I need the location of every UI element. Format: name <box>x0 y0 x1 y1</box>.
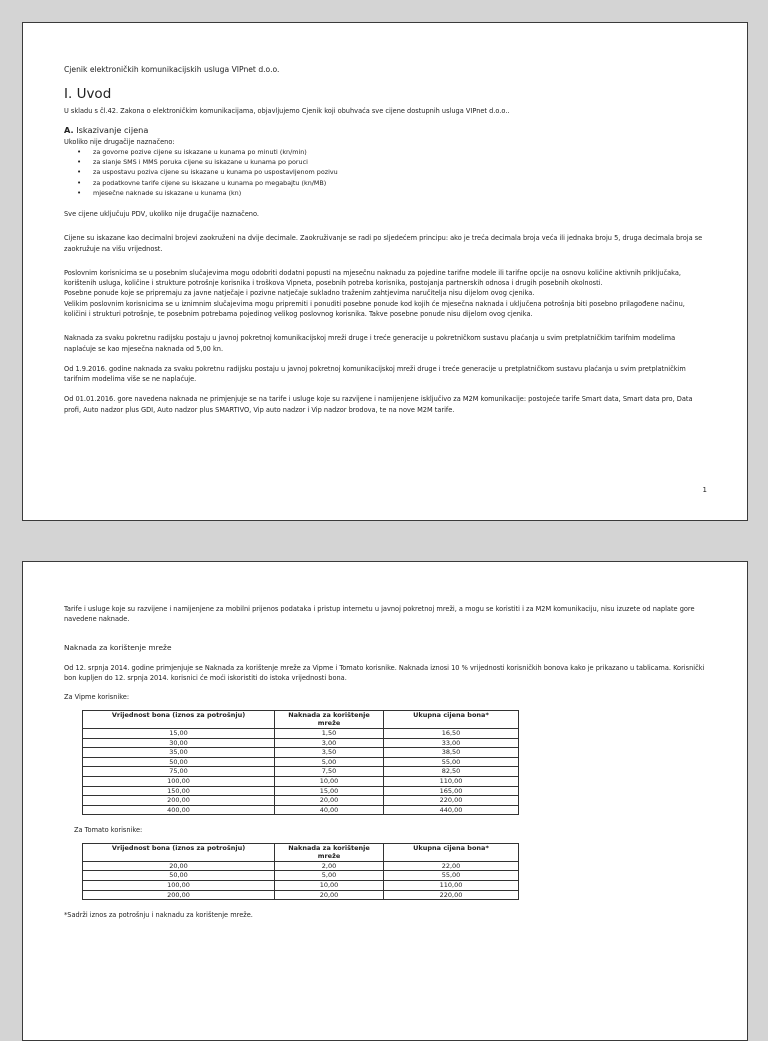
table-cell: 440,00 <box>384 805 519 815</box>
footnote: *Sadrži iznos za potrošnju i naknadu za korištenje mreže. <box>64 911 253 920</box>
large-business-paragraph: Velikim poslovnim korisnicima se u iznimnim slučajevima mogu pripremiti i ponuditi posebne ponude kod kojih će mjesečna naknada i uključena potrošnja biti posebno prilagođene načinu, količini i strukturi potrošnje, te posebnim potrebama pojedinog velikog poslovnog korisnika. Takve posebne ponude nisu dijelom ovog cjenika. <box>64 299 685 318</box>
table-cell: 2,00 <box>275 861 384 871</box>
column-header: Vrijednost bona (iznos za potrošnju) <box>83 843 275 861</box>
column-header: Ukupna cijena bona* <box>384 843 519 861</box>
unless-noted-text: Ukoliko nije drugačije naznačeno: <box>64 137 175 146</box>
table-cell: 55,00 <box>384 757 519 767</box>
fee-2016-paragraph: Od 1.9.2016. godine naknada za svaku pokretnu radijsku postaju u javnoj pokretnoj komunikacijskoj mreži druge i treće generacije u pretplatničkom sustavu plaćanja u svim pretplatničkim tarifnim modelima više se ne naplaćuje. <box>64 364 686 384</box>
table-cell: 15,00 <box>275 786 384 796</box>
table-row <box>83 776 519 786</box>
table-cell: 200,00 <box>83 796 275 806</box>
network-fee-heading: Naknada za korištenje mreže <box>64 642 172 652</box>
table-cell: 100,00 <box>83 776 275 786</box>
table-cell: 10,00 <box>275 880 384 890</box>
list-item: • za govorne pozive cijene su iskazane u kunama po minuti (kn/min) <box>64 147 705 157</box>
table-cell: 110,00 <box>384 880 519 890</box>
column-header: Naknada za korištenje mreže <box>275 710 384 728</box>
price-units-list <box>64 147 705 198</box>
table-cell: 33,00 <box>384 738 519 748</box>
subsection-title: Iskazivanje cijena <box>73 124 149 135</box>
column-header: Vrijednost bona (iznos za potrošnju) <box>83 710 275 728</box>
station-fee-paragraph: Naknada za svaku pokretnu radijsku postaju u javnoj pokretnoj komunikacijskoj mreži druge i treće generacije u pokretničkom sustavu plaćanja u svim pretplatničkim tarifnim modelima naplaćuje se kao mjesečna naknada od 5,00 kn. <box>64 334 676 353</box>
table-cell: 30,00 <box>83 738 275 748</box>
section-heading-uvod: I. Uvod <box>64 86 112 103</box>
tariffs-paragraph: Tarife i usluge koje su razvijene i namijenjene za mobilni prijenos podataka i pristup internetu u javnoj pokretnoj mreži, a mogu se koristiti i za M2M komunikaciju, nisu izuzete od naplate gore navedene naknade. <box>64 605 695 624</box>
column-header: Naknada za korištenje mreže <box>275 843 384 861</box>
table-header-row <box>83 710 519 728</box>
table-row <box>83 786 519 796</box>
subsection-letter: A. <box>64 124 74 135</box>
list-item: • za slanje SMS i MMS poruka cijene su iskazane u kunama po poruci <box>64 157 705 167</box>
table-cell: 5,00 <box>275 871 384 881</box>
table-cell: 220,00 <box>384 796 519 806</box>
table-cell: 82,50 <box>384 767 519 777</box>
company-title: Cjenik elektroničkih komunikacijskih usluga VIPnet d.o.o. <box>64 65 280 74</box>
table-cell: 7,50 <box>275 767 384 777</box>
table-cell: 400,00 <box>83 805 275 815</box>
page-number: 1 <box>702 486 707 494</box>
table-cell: 1,50 <box>275 728 384 738</box>
list-item: • mjesečne naknade su iskazane u kunama (kn) <box>64 188 705 198</box>
table-cell: 220,00 <box>384 890 519 900</box>
page-1-content <box>64 65 705 415</box>
table-row <box>83 757 519 767</box>
table-cell: 100,00 <box>83 880 275 890</box>
table-cell: 50,00 <box>83 757 275 767</box>
table-row <box>83 861 519 871</box>
table-cell: 55,00 <box>384 871 519 881</box>
table-cell: 20,00 <box>275 890 384 900</box>
table-cell: 38,50 <box>384 748 519 758</box>
table-row <box>83 738 519 748</box>
tomato-price-table <box>82 843 519 901</box>
table-header-row <box>83 843 519 861</box>
business-discount-paragraph: Poslovnim korisnicima se u posebnim slučajevima mogu odobriti dodatni popusti na mjesečnu naknadu za pojedine tarifne modele ili tarifne opcije na osnovu količine aktivnih priključaka, korištenih usluga, količine i strukture potrošnje korisnika i troškova Vipneta, posebnih potreba korisnika, postojanja partnerskih odnosa i drugih posebnih okolnosti. <box>64 268 681 288</box>
table-row <box>83 871 519 881</box>
m2m-exemption-paragraph: Od 01.01.2016. gore navedena naknada ne primjenjuje se na tarife i usluge koje su razvijene i namijenjene isključivo za M2M komunikacije: postojeće tarife Smart data, Smart data pro, Data profi, Auto nadzor plus GDI, Auto nadzor plus SMARTIVO, Vip auto nadzor i Vip nadzor brodova, te na nove M2M tarife. <box>64 395 693 414</box>
table-cell: 16,50 <box>384 728 519 738</box>
document-page-2 <box>22 561 748 1041</box>
table-row <box>83 767 519 777</box>
list-item: • za podatkovne tarife cijene su iskazane u kunama po megabajtu (kn/MB) <box>64 178 705 188</box>
table-cell: 75,00 <box>83 767 275 777</box>
table-cell: 15,00 <box>83 728 275 738</box>
column-header: Ukupna cijena bona* <box>384 710 519 728</box>
table-cell: 150,00 <box>83 786 275 796</box>
table-cell: 20,00 <box>275 796 384 806</box>
table-cell: 35,00 <box>83 748 275 758</box>
table-cell: 5,00 <box>275 757 384 767</box>
table-cell: 10,00 <box>275 776 384 786</box>
tender-offers-paragraph: Posebne ponude koje se pripremaju za javne natječaje i pozivne natječaje sukladno traženim zahtjevima naručitelja nisu dijelom ovog cjenika. <box>64 289 535 298</box>
table-row <box>83 748 519 758</box>
network-fee-paragraph: Od 12. srpnja 2014. godine primjenjuje se Naknada za korištenje mreže za Vipme i Tomato korisnike. Naknada iznosi 10 % vrijednosti korisničkih bonova kako je prikazano u tablicama. Korisnički bon kupljen do 12. srpnja 2014. korisnici će moći iskoristiti do istoka vrijednosti bona. <box>64 663 705 683</box>
intro-paragraph: U skladu s čl.42. Zakona o elektroničkim komunikacijama, objavljujemo Cjenik koji obuhvaća sve cijene dostupnih usluga VIPnet d.o.o.. <box>64 107 510 116</box>
list-item: • za uspostavu poziva cijene su iskazane u kunama po uspostavljenom pozivu <box>64 167 705 177</box>
table-cell: 20,00 <box>83 861 275 871</box>
table-row <box>83 880 519 890</box>
table-cell: 40,00 <box>275 805 384 815</box>
table-cell: 3,00 <box>275 738 384 748</box>
page-2-content <box>64 604 705 920</box>
table-row <box>83 796 519 806</box>
table-cell: 3,50 <box>275 748 384 758</box>
table-cell: 200,00 <box>83 890 275 900</box>
document-page-1 <box>22 22 748 521</box>
table-cell: 22,00 <box>384 861 519 871</box>
table-row <box>83 890 519 900</box>
table-cell: 110,00 <box>384 776 519 786</box>
decimals-paragraph: Cijene su iskazane kao decimalni brojevi zaokruženi na dvije decimale. Zaokruživanje se radi po sljedećem principu: ako je treća decimala broja veća ili jednaka broju 5, druga decimala broja se zaokružuje na višu vrijednost. <box>64 234 703 253</box>
table-cell: 50,00 <box>83 871 275 881</box>
vipme-label: Za Vipme korisnike: <box>64 693 130 702</box>
table-cell: 165,00 <box>384 786 519 796</box>
subsection-heading-a <box>64 125 705 136</box>
table-row <box>83 728 519 738</box>
tomato-label: Za Tomato korisnike: <box>74 826 143 835</box>
vipme-price-table <box>82 710 519 816</box>
pdv-paragraph: Sve cijene uključuju PDV, ukoliko nije drugačije naznačeno. <box>64 209 259 218</box>
table-row <box>83 805 519 815</box>
